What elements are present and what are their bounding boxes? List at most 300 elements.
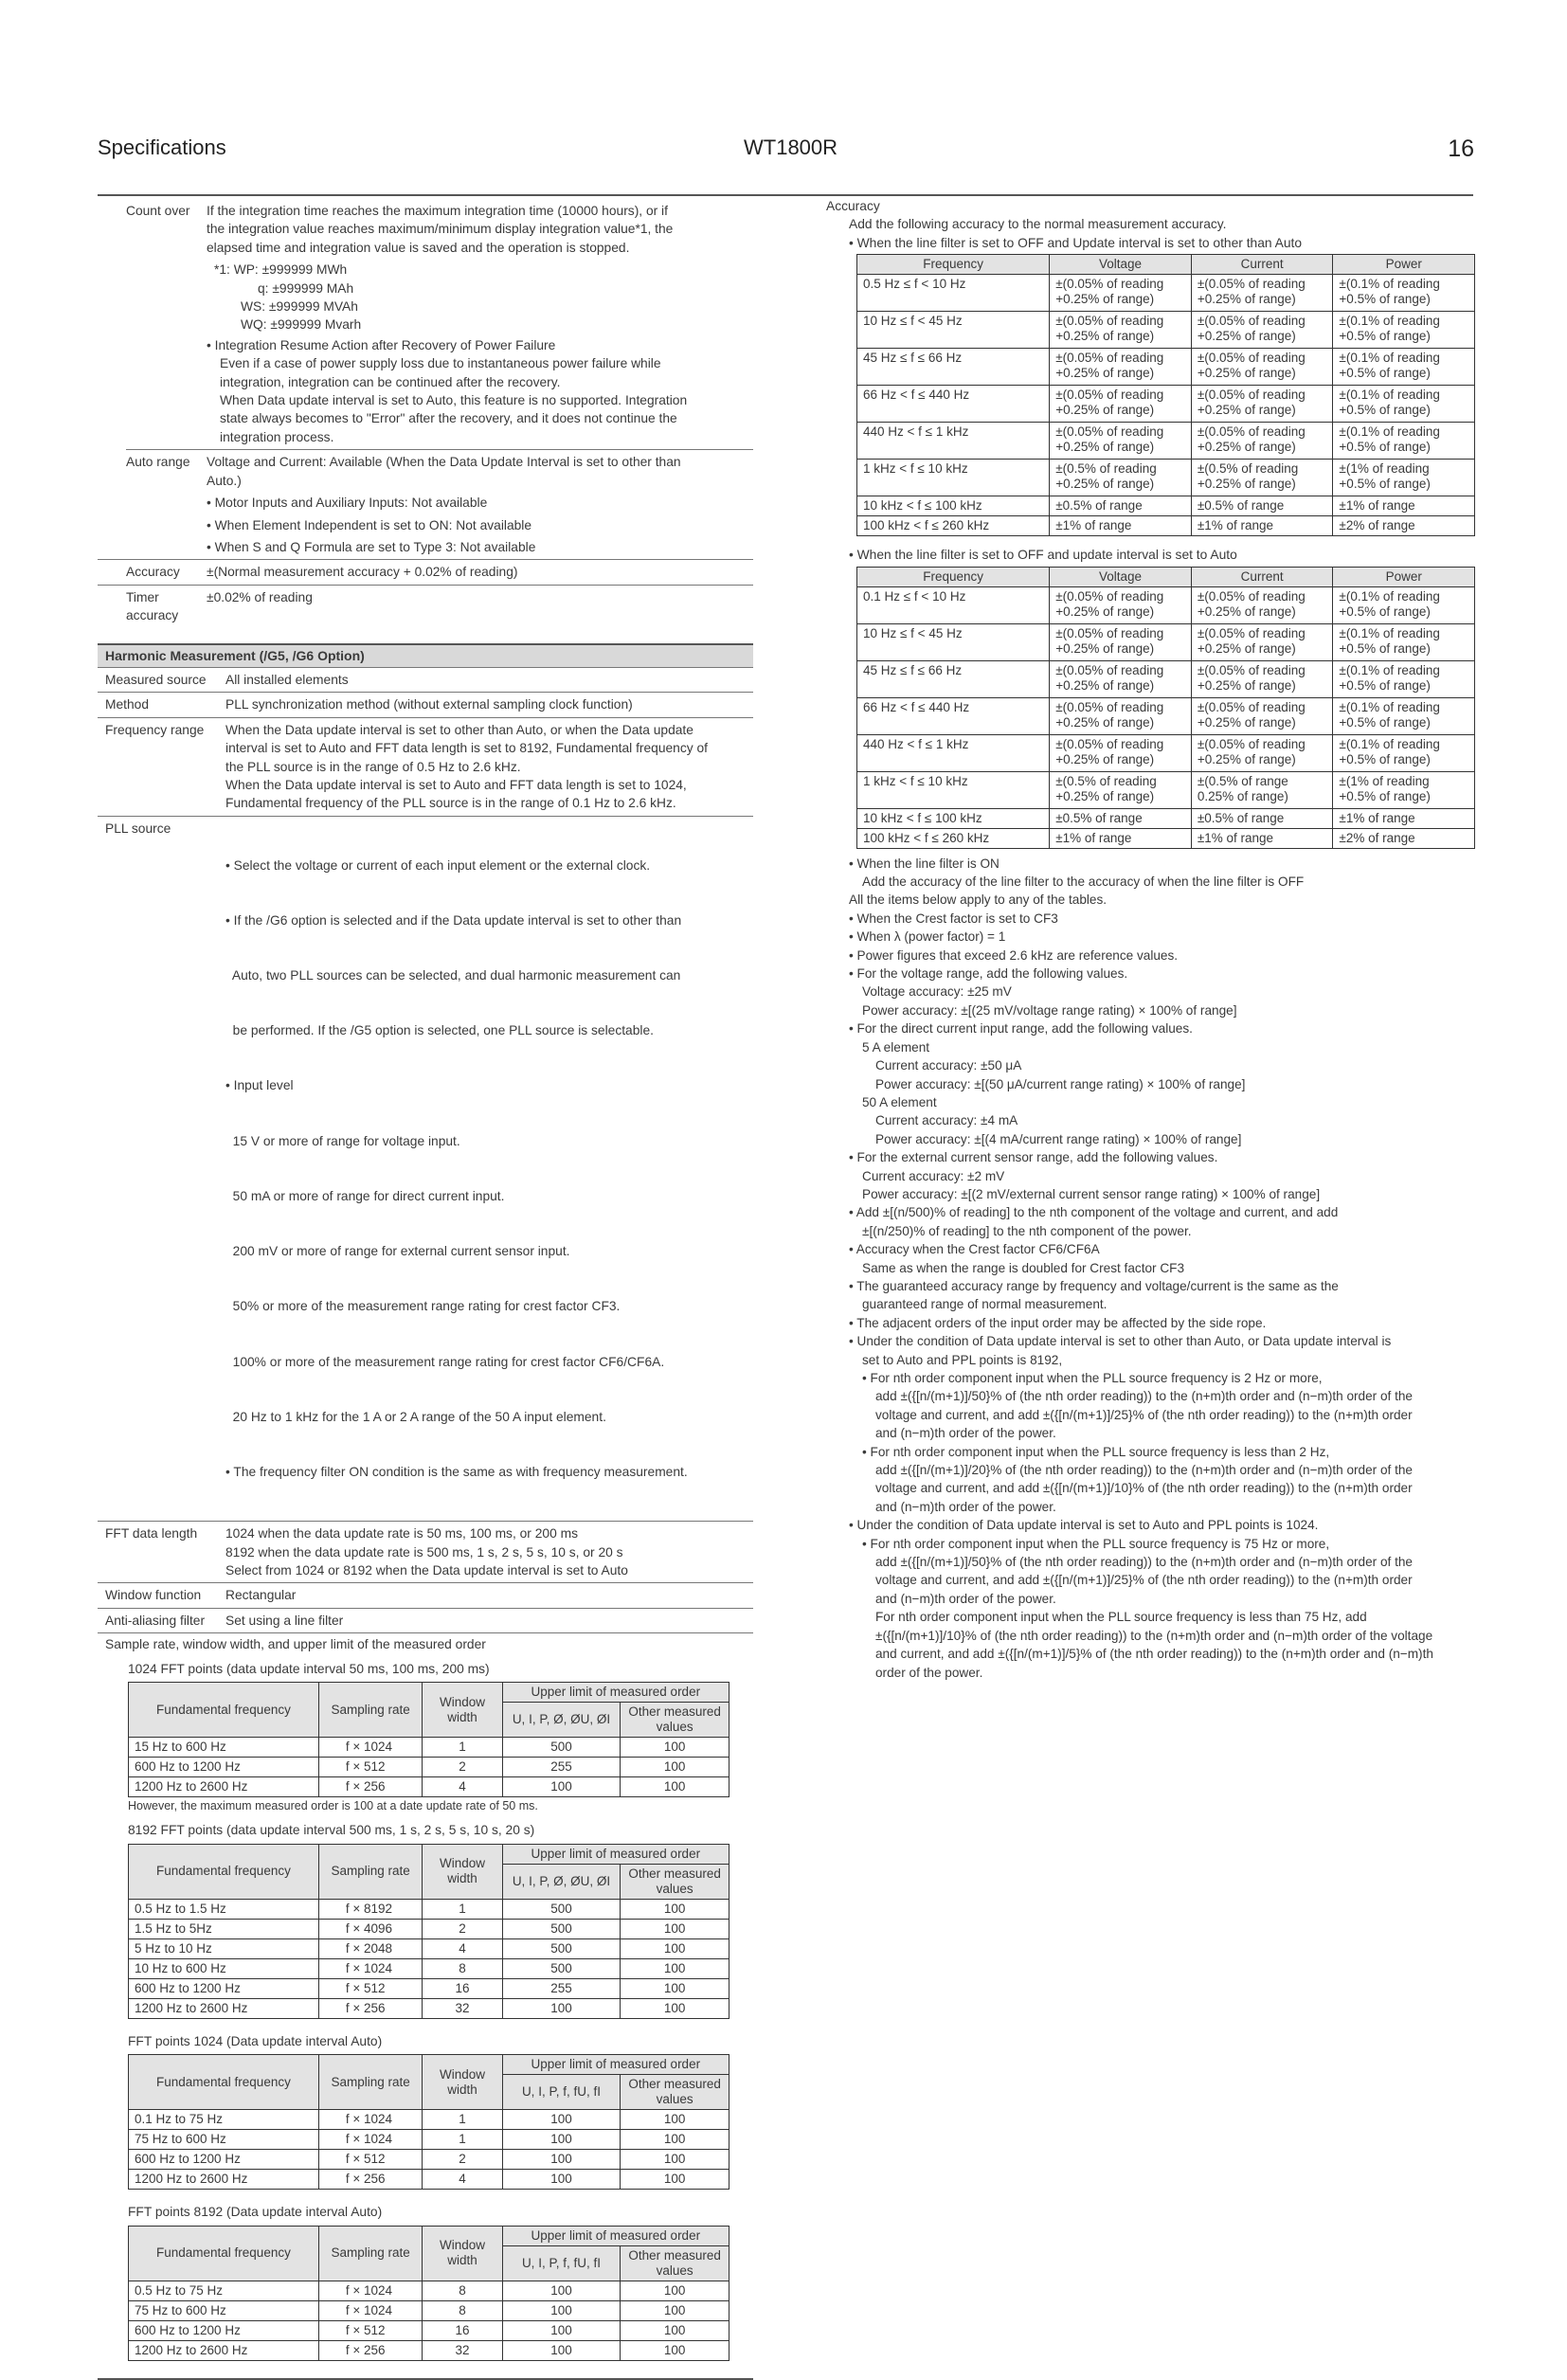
header-cell: Voltage: [1050, 255, 1192, 275]
line: 100% or more of the measurement range rating for crest factor CF6/CF6A.: [225, 1354, 665, 1369]
table-cell: ±(0.1% of reading +0.5% of range): [1333, 386, 1475, 423]
table-row: [857, 496, 1475, 516]
note-line: voltage and current, and add ±({[n/(m+1)]/10}% of (the nth order reading)) to the (n+m)th order: [875, 1481, 1413, 1496]
table-body: [857, 275, 1475, 536]
line: Fundamental frequency of the PLL source is in the range of 0.1 Hz to 2.6 kHz.: [225, 796, 676, 811]
row-value: [225, 820, 753, 1518]
table-cell: ±(0.1% of reading +0.5% of range): [1333, 623, 1475, 660]
left-column: [98, 199, 753, 2380]
note-line: 50 A element: [862, 1094, 937, 1109]
table-cell: 100: [502, 2320, 621, 2340]
table-cell: ±(0.1% of reading +0.5% of range): [1333, 349, 1475, 386]
table-cell: 500: [502, 1899, 621, 1919]
table-head: [129, 1683, 729, 1738]
table-cell: f × 2048: [318, 1938, 423, 1958]
row-value: [207, 453, 753, 556]
line: be performed. If the /G5 option is selected, one PLL source is selectable.: [225, 1023, 654, 1038]
header-cell: U, I, P, Ø, ØU, ØI: [502, 1703, 621, 1738]
table-cell: 500: [502, 1958, 621, 1978]
note-line: • When the Crest factor is set to CF3: [849, 911, 1058, 926]
row-value: PLL synchronization method (without external sampling clock function): [225, 697, 633, 712]
spacer: [98, 2361, 753, 2369]
header-cell: Sampling rate: [318, 2055, 423, 2110]
header-cell: Window width: [423, 2055, 502, 2110]
row-value: [225, 721, 753, 813]
table-cell: 2: [423, 1919, 502, 1938]
table-row: [129, 1899, 729, 1919]
table-cell: ±1% of range: [1050, 828, 1192, 848]
header-cell: Upper limit of measured order: [502, 2055, 729, 2075]
table-cell: 1: [423, 1899, 502, 1919]
row-key: PLL source: [105, 820, 171, 836]
table-cell: 440 Hz < f ≤ 1 kHz: [857, 423, 1050, 460]
table-cell: ±(0.1% of reading +0.5% of range): [1333, 697, 1475, 734]
table-body: [129, 1738, 729, 1797]
table-cell: ±1% of range: [1333, 808, 1475, 828]
header-section-title: Specifications: [98, 135, 226, 159]
row-value: Set using a line filter: [225, 1613, 344, 1628]
table-cell: 100: [621, 1758, 729, 1777]
table-row: [129, 1919, 729, 1938]
table-cell: 66 Hz < f ≤ 440 Hz: [857, 697, 1050, 734]
line: • Motor Inputs and Auxiliary Inputs: Not available: [207, 496, 488, 511]
note-line: voltage and current, and add ±({[n/(m+1)]/25}% of (the nth order reading)) to the (n+m)th order: [875, 1407, 1413, 1422]
table-cell: 1: [423, 2130, 502, 2150]
table-cell: 5 Hz to 10 Hz: [129, 1938, 319, 1958]
table-cell: f × 1024: [318, 2110, 423, 2130]
header-cell: U, I, P, f, fU, fI: [502, 2245, 621, 2281]
table-cell: ±(0.05% of reading +0.25% of range): [1191, 386, 1333, 423]
table-row: [857, 586, 1475, 623]
table-cell: 440 Hz < f ≤ 1 kHz: [857, 734, 1050, 771]
table-cell: ±(0.05% of reading +0.25% of range): [1191, 734, 1333, 771]
line: state always becomes to "Error" after the recovery, and it does not continue the: [220, 411, 677, 426]
table-cell: ±1% of range: [1333, 496, 1475, 516]
header-cell: Current: [1191, 567, 1333, 586]
table-row: [129, 1958, 729, 1978]
header-rule: [98, 194, 1473, 196]
table-cell: 0.5 Hz to 75 Hz: [129, 2281, 319, 2300]
note-line: Same as when the range is doubled for Crest factor CF3: [862, 1260, 1185, 1275]
fft-table: [128, 2226, 729, 2361]
table-row: [129, 2281, 729, 2300]
table-row: [857, 808, 1475, 828]
table-cell: f × 256: [318, 2340, 423, 2360]
table-cell: ±(0.05% of reading +0.25% of range): [1050, 349, 1192, 386]
table-cell: f × 1024: [318, 2300, 423, 2320]
harmonic-section-title: Harmonic Measurement (/G5, /G6 Option): [98, 643, 753, 668]
row-value: [225, 1524, 753, 1579]
table-body: [857, 586, 1475, 848]
note-line: add ±({[n/(m+1)]/50}% of (the nth order reading)) to the (n+m)th order and (n−m)th order of the: [875, 1389, 1413, 1404]
spec-row: [98, 693, 753, 717]
header-cell: Frequency: [857, 255, 1050, 275]
line: q: ±999999 MAh: [258, 280, 354, 296]
table-row: [129, 1998, 729, 2018]
fft-table-title: FFT points 1024 (Data update interval Auto): [128, 2033, 383, 2048]
row-key: Method: [105, 697, 150, 712]
line: • The frequency filter ON condition is the same as with frequency measurement.: [225, 1465, 688, 1479]
note-line: • For the external current sensor range, add the following values.: [849, 1150, 1218, 1165]
note-line: • When λ (power factor) = 1: [849, 929, 1006, 945]
line: When the Data update interval is set to other than Auto, or when the Data update: [225, 722, 693, 737]
note-line: • Under the condition of Data update interval is set to Auto and PPL points is 1024.: [849, 1518, 1319, 1533]
line: integration, integration can be continued after the recovery.: [220, 374, 561, 389]
line: 8192 when the data update rate is 500 ms, 1 s, 2 s, 5 s, 10 s, or 20 s: [225, 1544, 623, 1560]
note-line: and (n−m)th order of the power.: [875, 1426, 1056, 1441]
table-cell: 100: [502, 2150, 621, 2170]
table-body: [129, 2110, 729, 2190]
note-line: and current, and add ±({[n/(m+1)]/5}% of (the nth order reading)) to the (n+m)th order and (n−m)th: [875, 1647, 1433, 1662]
table-cell: ±(0.1% of reading +0.5% of range): [1333, 275, 1475, 312]
fft-table: [128, 1682, 729, 1797]
timer-row: [98, 586, 753, 628]
accuracy-table-1: [856, 254, 1475, 536]
table-cell: ±(0.1% of reading +0.5% of range): [1333, 312, 1475, 349]
spec-row: [98, 1522, 753, 1583]
table-cell: 600 Hz to 1200 Hz: [129, 1978, 319, 1998]
table-cell: 1 kHz < f ≤ 10 kHz: [857, 771, 1050, 808]
table-cell: 100: [621, 2281, 729, 2300]
table-cell: 100: [621, 1899, 729, 1919]
header-row: [857, 567, 1475, 586]
line: elapsed time and integration value is saved and the operation is stopped.: [207, 240, 630, 255]
table-cell: ±(0.05% of reading +0.25% of range): [1050, 312, 1192, 349]
table-cell: 100: [621, 1919, 729, 1938]
table-cell: 100: [621, 2340, 729, 2360]
table-cell: 0.1 Hz ≤ f < 10 Hz: [857, 586, 1050, 623]
resume-block: [207, 336, 747, 446]
accuracy-title: Accuracy: [826, 199, 880, 213]
header-cell: Power: [1333, 255, 1475, 275]
header-cell: Power: [1333, 567, 1475, 586]
table-cell: 100: [502, 1777, 621, 1797]
header-cell: Sampling rate: [318, 1683, 423, 1738]
note-line: Add the accuracy of the line filter to the accuracy of when the line filter is OFF: [862, 874, 1305, 890]
line: 200 mV or more of range for external current sensor input.: [225, 1244, 570, 1259]
table-row: [857, 460, 1475, 496]
row-key: Anti-aliasing filter: [105, 1613, 206, 1628]
table-cell: 600 Hz to 1200 Hz: [129, 1758, 319, 1777]
table-cell: 10 Hz ≤ f < 45 Hz: [857, 312, 1050, 349]
table-cell: f × 256: [318, 2170, 423, 2190]
table-cell: 600 Hz to 1200 Hz: [129, 2150, 319, 2170]
spec-row: [98, 718, 753, 817]
table-cell: ±(0.5% of reading +0.25% of range): [1191, 460, 1333, 496]
row-key: Auto range: [126, 455, 190, 470]
note-line: add ±({[n/(m+1)]/50}% of (the nth order reading)) to the (n+m)th order and (n−m)th order of the: [875, 1555, 1413, 1570]
note-line: set to Auto and PPL points is 8192,: [862, 1352, 1063, 1367]
fft-table-title: 8192 FFT points (data update interval 500 ms, 1 s, 2 s, 5 s, 10 s, 20 s): [128, 1823, 535, 1838]
table-cell: 32: [423, 2340, 502, 2360]
line: • If the /G6 option is selected and if the Data update interval is set to other than: [225, 912, 682, 928]
table-cell: f × 256: [318, 1777, 423, 1797]
table-cell: 100: [621, 2130, 729, 2150]
header-cell: Other measured values: [621, 2075, 729, 2110]
table-row: [129, 1938, 729, 1958]
accuracy-intro: Add the following accuracy to the normal measurement accuracy.: [849, 217, 1227, 232]
table-cell: ±(0.05% of reading +0.25% of range): [1191, 275, 1333, 312]
table-cell: 8: [423, 1958, 502, 1978]
table-cell: 1 kHz < f ≤ 10 kHz: [857, 460, 1050, 496]
line: integration process.: [220, 429, 334, 444]
table-cell: ±(0.05% of reading +0.25% of range): [1191, 423, 1333, 460]
table-cell: ±(0.1% of reading +0.5% of range): [1333, 734, 1475, 771]
header-cell: Upper limit of measured order: [502, 1844, 729, 1864]
table-cell: 45 Hz ≤ f ≤ 66 Hz: [857, 660, 1050, 697]
table-cell: ±1% of range: [1050, 516, 1192, 536]
note-line: • For the direct current input range, add the following values.: [849, 1021, 1193, 1037]
table-cell: f × 4096: [318, 1919, 423, 1938]
accuracy-notes: [826, 855, 1475, 1682]
note-line: All the items below apply to any of the tables.: [849, 892, 1108, 908]
header-cell: Frequency: [857, 567, 1050, 586]
line: • Input level: [225, 1078, 294, 1093]
table-cell: ±(1% of reading +0.5% of range): [1333, 460, 1475, 496]
header-cell: Sampling rate: [318, 1844, 423, 1899]
line: the PLL source is in the range of 0.5 Hz to 2.6 kHz.: [225, 759, 521, 774]
table-cell: ±0.5% of range: [1191, 808, 1333, 828]
header-cell: U, I, P, f, fU, fI: [502, 2075, 621, 2110]
note-line: guaranteed range of normal measurement.: [862, 1297, 1108, 1312]
right-column: [826, 197, 1475, 1682]
line: Voltage and Current: Available (When the Data Update Interval is set to other than: [207, 455, 681, 470]
note-line: order of the power.: [875, 1665, 983, 1680]
note-line: • For nth order component input when the PLL source frequency is less than 2 Hz,: [862, 1444, 1330, 1459]
footnote: [207, 261, 747, 334]
accuracy-row: [98, 560, 753, 585]
page-number: 16: [1448, 135, 1474, 162]
table-cell: 1.5 Hz to 5Hz: [129, 1919, 319, 1938]
auto-range-row: [98, 450, 753, 560]
spec-row: [98, 1609, 753, 1633]
row-key: Timer accuracy: [126, 589, 179, 623]
table-cell: 10 kHz < f ≤ 100 kHz: [857, 496, 1050, 516]
table-cell: 100: [502, 2170, 621, 2190]
count-over-row: [98, 199, 753, 449]
table-cell: 16: [423, 1978, 502, 1998]
table-cell: ±1% of range: [1191, 828, 1333, 848]
table-cell: 500: [502, 1938, 621, 1958]
table-cell: ±(0.05% of reading +0.25% of range): [1191, 312, 1333, 349]
header-cell: Window width: [423, 2226, 502, 2281]
table-cell: 10 Hz to 600 Hz: [129, 1958, 319, 1978]
table-cell: 100: [502, 1998, 621, 2018]
table-cell: 15 Hz to 600 Hz: [129, 1738, 319, 1758]
note-line: • The adjacent orders of the input order may be affected by the side rope.: [849, 1315, 1267, 1330]
line: 15 V or more of range for voltage input.: [225, 1133, 460, 1148]
table-cell: ±(0.05% of reading +0.25% of range): [1191, 586, 1333, 623]
table-row: [129, 2340, 729, 2360]
note-line: ±({[n/(m+1)]/10}% of (the nth order reading)) to the (n+m)th order and (n−m)th order of the voltage: [875, 1628, 1433, 1643]
table-cell: 100: [621, 1978, 729, 1998]
count-over-text: [207, 202, 753, 446]
note-line: • When the line filter is ON: [849, 856, 1000, 871]
note-line: Voltage accuracy: ±25 mV: [862, 984, 1012, 1000]
note-line: Power accuracy: ±[(4 mA/current range rating) × 100% of range]: [875, 1131, 1242, 1146]
table-body: [129, 2281, 729, 2360]
row-key: Frequency range: [105, 722, 205, 737]
header-model: WT1800R: [744, 135, 838, 159]
table-row: [129, 2130, 729, 2150]
note-line: • For nth order component input when the PLL source frequency is 2 Hz or more,: [862, 1371, 1323, 1385]
note-line: Power accuracy: ±[(2 mV/external current sensor range rating) × 100% of range]: [862, 1186, 1321, 1201]
header-cell: Fundamental frequency: [129, 2055, 319, 2110]
note-line: For nth order component input when the PLL source frequency is less than 75 Hz, add: [875, 1610, 1367, 1625]
line: When Data update interval is set to Auto, this feature is no supported. Integration: [220, 393, 688, 408]
note-line: add ±({[n/(m+1)]/20}% of (the nth order reading)) to the (n+m)th order and (n−m)th order of the: [875, 1463, 1413, 1478]
table-row: [129, 1758, 729, 1777]
line: Select from 1024 or 8192 when the Data update interval is set to Auto: [225, 1563, 628, 1578]
table-cell: ±(0.05% of reading +0.25% of range): [1050, 423, 1192, 460]
note-line: • The guaranteed accuracy range by frequency and voltage/current is the same as the: [849, 1278, 1339, 1293]
note-line: • For nth order component input when the PLL source frequency is 75 Hz or more,: [862, 1536, 1330, 1551]
note-line: Current accuracy: ±2 mV: [862, 1168, 1005, 1183]
table-cell: 100: [502, 2130, 621, 2150]
table-cell: 100: [621, 2320, 729, 2340]
table-cell: 1200 Hz to 2600 Hz: [129, 2170, 319, 2190]
table-cell: 75 Hz to 600 Hz: [129, 2300, 319, 2320]
header-row: [129, 2226, 729, 2245]
accuracy-table: [856, 567, 1475, 849]
row-value: ±(Normal measurement accuracy + 0.02% of reading): [207, 565, 518, 580]
table2-caption: • When the line filter is set to OFF and update interval is set to Auto: [849, 548, 1237, 563]
table-cell: 1200 Hz to 2600 Hz: [129, 1998, 319, 2018]
table-row: [129, 2170, 729, 2190]
table-cell: 0.1 Hz to 75 Hz: [129, 2110, 319, 2130]
note-line: voltage and current, and add ±({[n/(m+1)]/25}% of (the nth order reading)) to the (n+m)th order: [875, 1573, 1413, 1588]
line: interval is set to Auto and FFT data length is set to 8192, Fundamental frequency of: [225, 741, 708, 756]
table-cell: ±(0.5% of reading +0.25% of range): [1050, 460, 1192, 496]
line: • Integration Resume Action after Recovery of Power Failure: [207, 337, 556, 352]
table-cell: 100: [621, 1958, 729, 1978]
table1-caption: • When the line filter is set to OFF and Update interval is set to other than Auto: [849, 235, 1303, 250]
note-line: Current accuracy: ±50 μA: [875, 1058, 1022, 1073]
table-head: [857, 567, 1475, 586]
table-cell: 1: [423, 2110, 502, 2130]
note-line: ±[(n/250)% of reading] to the nth component of the power.: [862, 1223, 1192, 1238]
table-cell: ±(0.1% of reading +0.5% of range): [1333, 660, 1475, 697]
header-cell: Upper limit of measured order: [502, 1683, 729, 1703]
table-row: [857, 623, 1475, 660]
table-row: [857, 734, 1475, 771]
table-cell: 66 Hz < f ≤ 440 Hz: [857, 386, 1050, 423]
table-cell: 0.5 Hz ≤ f < 10 Hz: [857, 275, 1050, 312]
table-cell: ±(0.05% of reading +0.25% of range): [1050, 623, 1192, 660]
row-value: All installed elements: [225, 672, 349, 687]
header-row: [129, 1844, 729, 1864]
table-cell: 500: [502, 1738, 621, 1758]
table-cell: 100: [621, 2150, 729, 2170]
bottom-rule: [98, 2378, 753, 2380]
line: When the Data update interval is set to Auto and FFT data length is set to 1024,: [225, 777, 687, 792]
table-row: [129, 2300, 729, 2320]
note-line: • Add ±[(n/500)% of reading] to the nth component of the voltage and current, and add: [849, 1205, 1339, 1220]
note-line: • Accuracy when the Crest factor CF6/CF6A: [849, 1242, 1100, 1257]
fft-table: [128, 2054, 729, 2190]
table-cell: 2: [423, 1758, 502, 1777]
table-cell: f × 1024: [318, 1958, 423, 1978]
note-line: • For the voltage range, add the following values.: [849, 966, 1128, 982]
row-key: Accuracy: [126, 565, 180, 580]
accuracy-table-2: [856, 567, 1475, 849]
table-cell: ±(0.05% of reading +0.25% of range): [1191, 660, 1333, 697]
sample-title: Sample rate, window width, and upper limit of the measured order: [105, 1637, 486, 1652]
table-cell: f × 1024: [318, 2281, 423, 2300]
row-key: FFT data length: [105, 1526, 198, 1542]
fft-tables: [98, 1660, 753, 2369]
table-cell: 4: [423, 1777, 502, 1797]
spec-row: [98, 817, 753, 1522]
fft-table-title: FFT points 8192 (Data update interval Auto): [128, 2205, 383, 2220]
table-row: [857, 697, 1475, 734]
line: If the integration time reaches the maximum integration time (10000 hours), or if: [207, 204, 668, 218]
line: the integration value reaches maximum/minimum display integration value*1, the: [207, 222, 674, 237]
header-cell: Window width: [423, 1844, 502, 1899]
table-cell: 1200 Hz to 2600 Hz: [129, 2340, 319, 2360]
table-head: [129, 2226, 729, 2281]
header-cell: Other measured values: [621, 2245, 729, 2281]
table-cell: ±(0.1% of reading +0.5% of range): [1333, 586, 1475, 623]
table-cell: ±(0.05% of reading +0.25% of range): [1050, 660, 1192, 697]
table-row: [857, 771, 1475, 808]
table-cell: ±(0.05% of reading +0.25% of range): [1050, 734, 1192, 771]
table-note: However, the maximum measured order is 100 at a date update rate of 50 ms.: [128, 1799, 538, 1813]
table-cell: 0.5 Hz to 1.5 Hz: [129, 1899, 319, 1919]
table-cell: 100: [621, 2300, 729, 2320]
table-row: [857, 660, 1475, 697]
header-cell: Voltage: [1050, 567, 1192, 586]
table-cell: 100: [621, 2110, 729, 2130]
header-cell: Sampling rate: [318, 2226, 423, 2281]
accuracy-table: [856, 254, 1475, 536]
table-row: [129, 2320, 729, 2340]
header-row: [857, 255, 1475, 275]
table-row: [129, 2110, 729, 2130]
table-cell: 100: [621, 1938, 729, 1958]
note-line: and (n−m)th order of the power.: [875, 1591, 1056, 1606]
line: Even if a case of power supply loss due to instantaneous power failure while: [220, 356, 661, 371]
table-cell: ±(0.05% of reading +0.25% of range): [1191, 349, 1333, 386]
table-cell: 100 kHz < f ≤ 260 kHz: [857, 828, 1050, 848]
table-cell: 100: [621, 1998, 729, 2018]
spacer: [98, 2190, 753, 2197]
table-cell: f × 512: [318, 1978, 423, 1998]
table-cell: f × 512: [318, 2320, 423, 2340]
table-cell: 100: [502, 2300, 621, 2320]
header-cell: Fundamental frequency: [129, 1683, 319, 1738]
note-line: and (n−m)th order of the power.: [875, 1499, 1056, 1514]
table-cell: f × 8192: [318, 1899, 423, 1919]
header-cell: Other measured values: [621, 1864, 729, 1899]
header-cell: Current: [1191, 255, 1333, 275]
table-cell: ±(0.05% of reading +0.25% of range): [1191, 623, 1333, 660]
table-row: [857, 828, 1475, 848]
table-cell: 4: [423, 2170, 502, 2190]
table-cell: ±(0.05% of reading +0.25% of range): [1191, 697, 1333, 734]
table-cell: ±0.5% of range: [1191, 496, 1333, 516]
line: 20 Hz to 1 kHz for the 1 A or 2 A range of the 50 A input element.: [225, 1409, 606, 1424]
table-cell: 100: [621, 1777, 729, 1797]
header-cell: Window width: [423, 1683, 502, 1738]
header-row: [129, 2055, 729, 2075]
table-cell: 2: [423, 2150, 502, 2170]
table-cell: ±1% of range: [1191, 516, 1333, 536]
row-value: Rectangular: [225, 1588, 297, 1603]
table-body: [129, 1899, 729, 2018]
table-cell: 8: [423, 2281, 502, 2300]
row-key: Count over: [126, 204, 190, 218]
